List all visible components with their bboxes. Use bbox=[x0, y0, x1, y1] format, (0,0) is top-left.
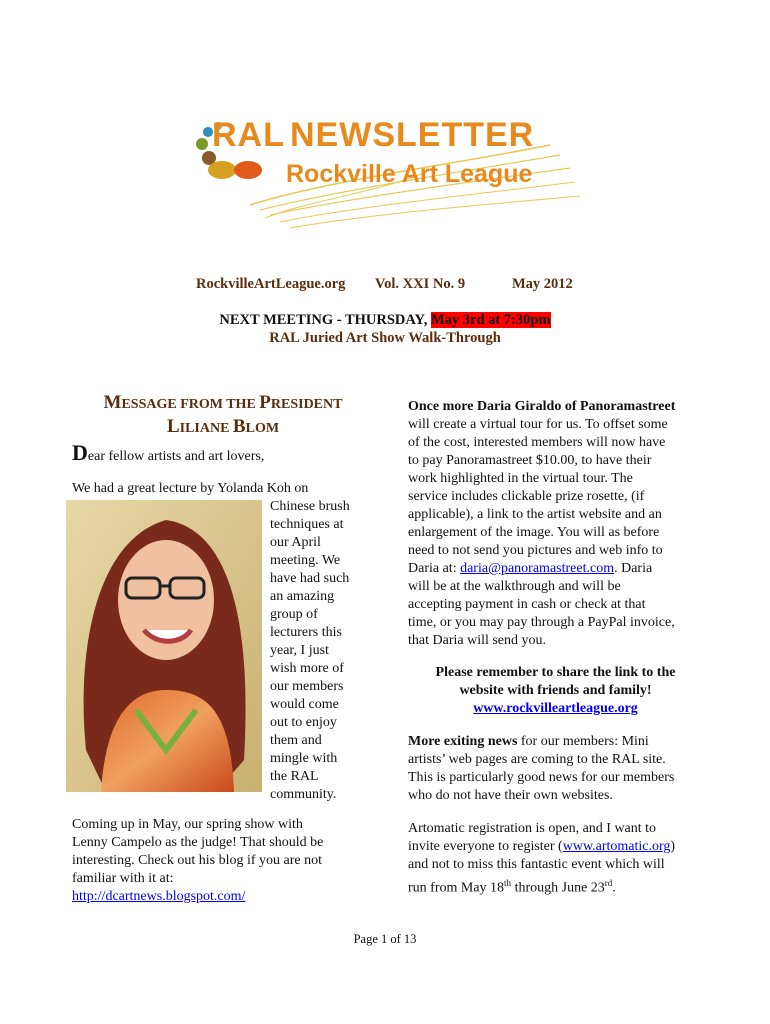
paragraph-line: service includes clickable prize rosette, (if bbox=[408, 489, 645, 504]
paragraph-line: will create a virtual tour for us. To offset some bbox=[408, 417, 668, 432]
arto-through: through June 23 bbox=[511, 880, 605, 896]
paragraph-line: This is particularly good news for our members bbox=[408, 770, 675, 785]
title-cap-m: M bbox=[103, 392, 122, 413]
artomatic-paragraph bbox=[408, 820, 703, 898]
logo-ral-text: RAL bbox=[212, 116, 285, 154]
wrap-line: techniques at bbox=[270, 517, 344, 532]
wrap-line: Chinese brush bbox=[270, 499, 350, 514]
logo-newsletter-text: NEWSLETTER bbox=[290, 116, 535, 154]
wrap-line: lecturers this bbox=[270, 625, 342, 640]
wrap-line: group of bbox=[270, 607, 318, 622]
paragraph-line: work highlighted in the virtual tour. The bbox=[408, 471, 633, 486]
wrap-line: meeting. We bbox=[270, 553, 341, 568]
paragraph-line: accepting payment in cash or check at that bbox=[408, 597, 646, 612]
greeting-text: ear fellow artists and art lovers, bbox=[87, 449, 265, 464]
title-rest-2: RESIDENT bbox=[270, 397, 343, 412]
title-rest-1: ESSAGE FROM THE bbox=[121, 397, 260, 412]
daria-email-link[interactable]: daria@panoramastreet.com bbox=[460, 561, 615, 576]
header-date: May 2012 bbox=[512, 276, 573, 292]
paragraph-line: Lenny Campelo as the judge! That should be bbox=[72, 835, 324, 850]
wrap-line: our members bbox=[270, 679, 344, 694]
greeting bbox=[72, 440, 264, 466]
arto-sup-th: th bbox=[504, 878, 512, 888]
title-cap-p: P bbox=[259, 392, 271, 413]
president-photo bbox=[66, 500, 262, 792]
paragraph-line: interesting. Check out his blog if you are not bbox=[72, 853, 323, 868]
lecture-line: We had a great lecture by Yolanda Koh on bbox=[72, 481, 309, 496]
paragraph-line: Coming up in May, our spring show with bbox=[72, 817, 303, 832]
paragraph-line: who do not have their own websites. bbox=[408, 788, 613, 803]
newsletter-logo bbox=[190, 110, 590, 235]
news-first: for our members: Mini bbox=[517, 734, 649, 749]
arto-run: run from May 18 bbox=[408, 880, 505, 896]
artomatic-link[interactable]: www.artomatic.org bbox=[562, 839, 671, 854]
wrap-line: them and bbox=[270, 733, 322, 748]
wrap-line: wish more of bbox=[270, 661, 344, 676]
wrap-line: have had such bbox=[270, 571, 350, 586]
blog-link[interactable]: http://dcartnews.blogspot.com/ bbox=[72, 889, 246, 904]
daria-after: . Daria bbox=[614, 561, 653, 576]
paragraph-line: applicable), a link to the artist website and an bbox=[408, 507, 662, 522]
wrap-line: out to enjoy bbox=[270, 715, 337, 730]
lecture-wrap-text bbox=[270, 498, 370, 804]
meeting-subtitle: RAL Juried Art Show Walk-Through bbox=[269, 330, 501, 346]
paragraph-line: need to not send you pictures and web info to bbox=[408, 543, 663, 558]
arto-post: ) bbox=[670, 839, 676, 854]
arto-period: . bbox=[612, 880, 616, 896]
daria-at: Daria at: bbox=[408, 561, 461, 576]
share-reminder bbox=[408, 664, 703, 718]
paragraph-line: time, or you may pay through a PayPal invoice, bbox=[408, 615, 675, 630]
next-meeting-prefix: NEXT MEETING - THURSDAY, bbox=[219, 312, 431, 328]
paragraph-line: will be at the walkthrough and will be bbox=[408, 579, 621, 594]
paragraph-line: Artomatic registration is open, and I want to bbox=[408, 821, 657, 836]
name-rest-2: LOM bbox=[245, 421, 280, 436]
name-cap-l: L bbox=[166, 416, 180, 437]
arto-pre: invite everyone to register ( bbox=[408, 839, 563, 854]
wrap-line: year, I just bbox=[270, 643, 329, 658]
wrap-line: an amazing bbox=[270, 589, 335, 604]
reminder-line: website with friends and family! bbox=[459, 683, 652, 698]
header-volume: Vol. XXI No. 9 bbox=[375, 276, 466, 292]
next-meeting-date: May 3rd at 7:30pm bbox=[430, 312, 551, 328]
paragraph-line: enlargement of the image. You will as before bbox=[408, 525, 660, 540]
coming-up-paragraph bbox=[72, 816, 362, 906]
wrap-line: our April bbox=[270, 535, 321, 550]
page-number: Page 1 of 13 bbox=[353, 932, 417, 946]
name-rest-1: ILIANE bbox=[179, 421, 233, 436]
paragraph-line: and not to miss this fantastic event which will bbox=[408, 857, 665, 872]
mini-pages-paragraph bbox=[408, 733, 703, 805]
paragraph-line: artists’ web pages are coming to the RAL site. bbox=[408, 752, 666, 767]
virtual-tour-paragraph bbox=[408, 398, 703, 650]
paragraph-line: familiar with it at: bbox=[72, 871, 174, 886]
reminder-line: Please remember to share the link to the bbox=[435, 665, 676, 680]
paragraph-line: that Daria will send you. bbox=[408, 633, 547, 648]
paragraph-line: to pay Panoramastreet $10.00, to have their bbox=[408, 453, 652, 468]
paragraph-line: of the cost, interested members will now have bbox=[408, 435, 666, 450]
next-meeting bbox=[0, 312, 770, 329]
name-cap-b: B bbox=[232, 416, 246, 437]
arto-sup-rd: rd bbox=[604, 878, 613, 888]
greeting-cap: D bbox=[72, 440, 88, 465]
wrap-line: community. bbox=[270, 787, 337, 802]
logo-league-text: Rockville Art League bbox=[286, 160, 533, 188]
news-lead: More exiting news bbox=[408, 734, 518, 749]
paragraph-lead: Once more Daria Giraldo of Panoramastreet bbox=[408, 399, 676, 414]
site-link[interactable]: www.rockvilleartleague.org bbox=[473, 701, 638, 716]
president-message-title bbox=[78, 392, 368, 440]
wrap-line: the RAL bbox=[270, 769, 319, 784]
portrait-image bbox=[66, 500, 262, 792]
wrap-line: mingle with bbox=[270, 751, 338, 766]
header-site: RockvilleArtLeague.org bbox=[196, 276, 346, 292]
wrap-line: would come bbox=[270, 697, 339, 712]
